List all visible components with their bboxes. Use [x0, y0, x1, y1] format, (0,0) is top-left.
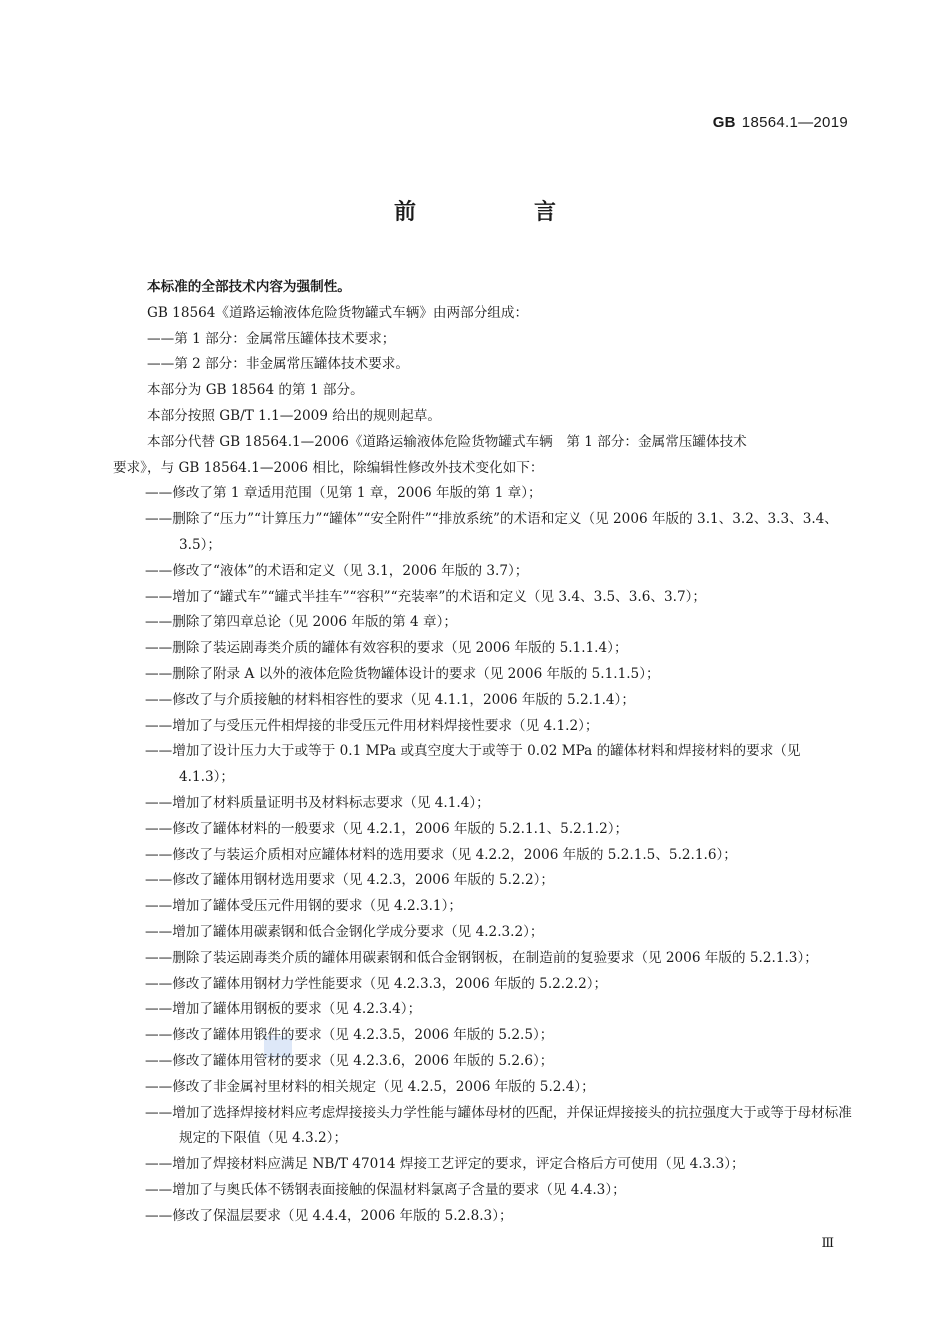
page-number: Ⅲ	[821, 1236, 834, 1251]
change-item: ——增加了焊接材料应满足 NB/T 47014 焊接工艺评定的要求，评定合格后方可使用（见 4.3.3）；	[145, 1156, 745, 1173]
standard-number	[713, 114, 848, 131]
change-item: ——增加了罐体受压元件用钢的要求（见 4.2.3.1）；	[145, 898, 462, 915]
change-item: ——增加了“罐式车”“罐式半挂车”“容积”“充装率”的术语和定义（见 3.4、3.5、3.6、3.7）；	[145, 588, 706, 605]
change-item: ——删除了附录 A 以外的液体危险货物罐体设计的要求（见 2006 年版的 5.1.1.5）；	[145, 665, 660, 682]
standard-year: 18564.1—2019	[741, 114, 848, 131]
change-item: ——修改了罐体材料的一般要求（见 4.2.1，2006 年版的 5.2.1.1、5.2.1.2）；	[145, 820, 629, 837]
part-item: ——第 1 部分：金属常压罐体技术要求；	[147, 330, 396, 347]
change-item: ——删除了装运剧毒类介质的罐体用碳素钢和低合金钢钢板，在制造前的复验要求（见 2006 年版的 5.2.1.3）；	[145, 949, 818, 966]
replace-paragraph-line1: 本部分代替 GB 18564.1—2006《道路运输液体危险货物罐式车辆 第 1 部分：金属常压罐体技术	[147, 433, 747, 450]
foreword-body	[113, 275, 853, 1229]
change-item: ——增加了设计压力大于或等于 0.1 MPa 或真空度大于或等于 0.02 MPa 的罐体材料和焊接材料的要求（见 4.1.3）；	[145, 743, 801, 786]
change-item: ——修改了非金属衬里材料的相关规定（见 4.2.5，2006 年版的 5.2.4）；	[145, 1078, 595, 1095]
part-item: ——第 2 部分：非金属常压罐体技术要求。	[147, 356, 409, 373]
change-item: ——删除了第四章总论（见 2006 年版的第 4 章）；	[145, 614, 458, 631]
change-item: ——修改了“液体”的术语和定义（见 3.1，2006 年版的 3.7）；	[145, 562, 529, 579]
change-item: ——修改了罐体用锻件的要求（见 4.2.3.5，2006 年版的 5.2.5）；	[145, 1027, 554, 1044]
change-item: ——增加了与受压元件相焊接的非受压元件用材料焊接性要求（见 4.1.2）；	[145, 717, 599, 734]
change-item: ——增加了选择焊接材料应考虑焊接接头力学性能与罐体母材的匹配，并保证焊接接头的抗拉强度大于或等于母材标准规定的下限值（见 4.3.2）；	[145, 1104, 852, 1147]
change-item: ——删除了装运剧毒类介质的罐体有效容积的要求（见 2006 年版的 5.1.1.4）；	[145, 640, 628, 657]
paragraph: 本部分按照 GB/T 1.1—2009 给出的规则起草。	[147, 407, 441, 424]
change-item: ——修改了罐体用管材的要求（见 4.2.3.6，2006 年版的 5.2.6）；	[145, 1052, 554, 1069]
change-item: ——增加了罐体用钢板的要求（见 4.2.3.4）；	[145, 1001, 422, 1018]
replace-paragraph-line2: 要求》，与 GB 18564.1—2006 相比，除编辑性修改外技术变化如下：	[113, 459, 544, 476]
change-item: ——删除了“压力”“计算压力”“罐体”“安全附件”“排放系统”的术语和定义（见 2006 年版的 3.1、3.2、3.3、3.4、3.5）；	[145, 511, 838, 553]
standard-code: GB	[712, 114, 736, 131]
change-item: ——修改了与装运介质相对应罐体材料的选用要求（见 4.2.2，2006 年版的 5.2.1.5、5.2.1.6）；	[145, 846, 737, 863]
change-item: ——修改了与介质接触的材料相容性的要求（见 4.1.1，2006 年版的 5.2.1.4）；	[145, 691, 635, 708]
change-item: ——修改了罐体用钢材选用要求（见 4.2.3，2006 年版的 5.2.2）；	[145, 872, 554, 889]
change-item: ——增加了材料质量证明书及材料标志要求（见 4.1.4）；	[145, 794, 490, 811]
paragraph: 本部分为 GB 18564 的第 1 部分。	[147, 382, 364, 399]
change-item: ——增加了罐体用碳素钢和低合金钢化学成分要求（见 4.2.3.2）；	[145, 923, 544, 940]
paragraph: GB 18564《道路运输液体危险货物罐式车辆》由两部分组成：	[147, 304, 529, 321]
change-item: ——修改了保温层要求（见 4.4.4，2006 年版的 5.2.8.3）；	[145, 1207, 513, 1224]
change-item: ——修改了罐体用钢材力学性能要求（见 4.2.3.3，2006 年版的 5.2.2.2）；	[145, 975, 608, 992]
change-item: ——修改了第 1 章适用范围（见第 1 章，2006 年版的第 1 章）；	[145, 485, 542, 502]
mandatory-statement: 本标准的全部技术内容为强制性。	[147, 279, 351, 295]
page-title: 前 言	[393, 200, 604, 225]
change-item: ——增加了与奥氏体不锈钢表面接触的保温材料氯离子含量的要求（见 4.4.3）；	[145, 1181, 626, 1198]
